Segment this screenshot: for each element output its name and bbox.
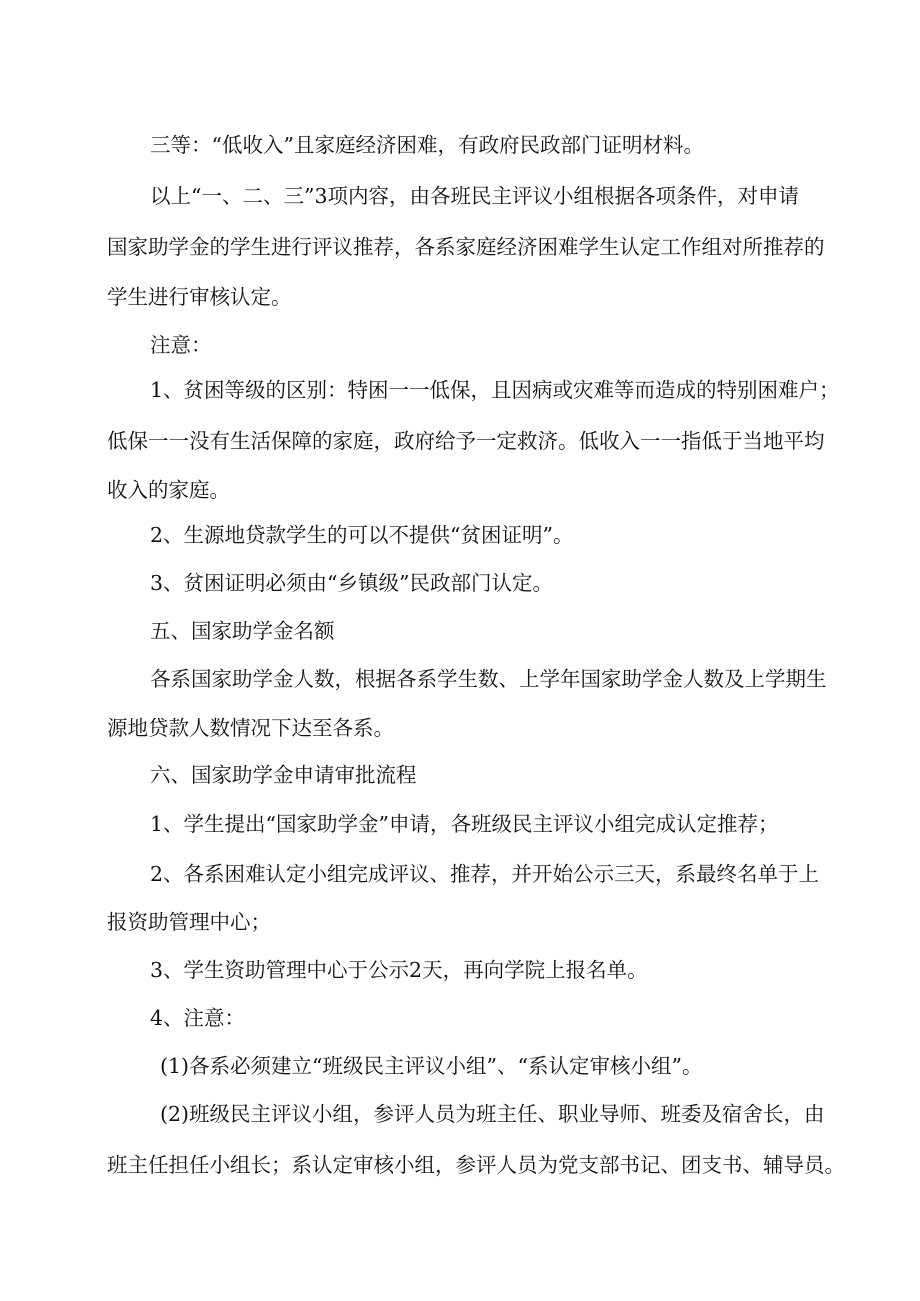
- text-line: 1、学生提出“国家助学金”申请，各班级民主评议小组完成认定推荐；: [150, 812, 779, 836]
- text-line: 以上“一、二、三”3项内容，由各班民主评议小组根据各项条件，对申请: [150, 184, 800, 208]
- text-line: 国家助学金的学生进行评议推荐，各系家庭经济困难学生认定工作组对所推荐的: [107, 235, 825, 259]
- text-line: (2)班级民主评议小组，参评人员为班主任、职业导师、班委及宿舍长，由: [160, 1102, 825, 1126]
- text-line: 报资助管理中心；: [107, 910, 271, 934]
- section-heading: 五、国家助学金名额: [150, 619, 335, 643]
- text-line: 学生进行审核认定。: [107, 285, 292, 309]
- text-line: 3、学生资助管理中心于公示2天，再向学院上报名单。: [150, 958, 648, 982]
- text-line: 班主任担任小组长；系认定审核小组，参评人员为党支部书记、团支书、辅导员。: [107, 1153, 845, 1177]
- text-line: 注意：: [150, 333, 212, 357]
- text-line: (1)各系必须建立“班级民主评议小组”、“系认定审核小组”。: [160, 1054, 703, 1078]
- text-line: 各系国家助学金人数，根据各系学生数、上学年国家助学金人数及上学期生: [150, 667, 827, 691]
- text-line: 2、各系困难认定小组完成评议、推荐，并开始公示三天，系最终名单于上: [150, 862, 820, 886]
- text-line: 低保一一没有生活保障的家庭，政府给予一定救济。低收入一一指低于当地平均: [107, 429, 825, 453]
- text-line: 3、贫困证明必须由“乡镇级”民政部门认定。: [150, 571, 554, 595]
- text-line: 源地贷款人数情况下达至各系。: [107, 716, 394, 740]
- text-line: 收入的家庭。: [107, 478, 230, 502]
- text-line: 1、贫困等级的区别：特困一一低保，且因病或灾难等而造成的特别困难户；: [150, 378, 840, 402]
- section-heading: 六、国家助学金申请审批流程: [150, 763, 417, 787]
- text-line: 2、生源地贷款学生的可以不提供“贫困证明”。: [150, 523, 574, 547]
- text-line: 4、注意：: [150, 1006, 246, 1030]
- text-line: 三等：“低收入”且家庭经济困难，有政府民政部门证明材料。: [150, 133, 704, 157]
